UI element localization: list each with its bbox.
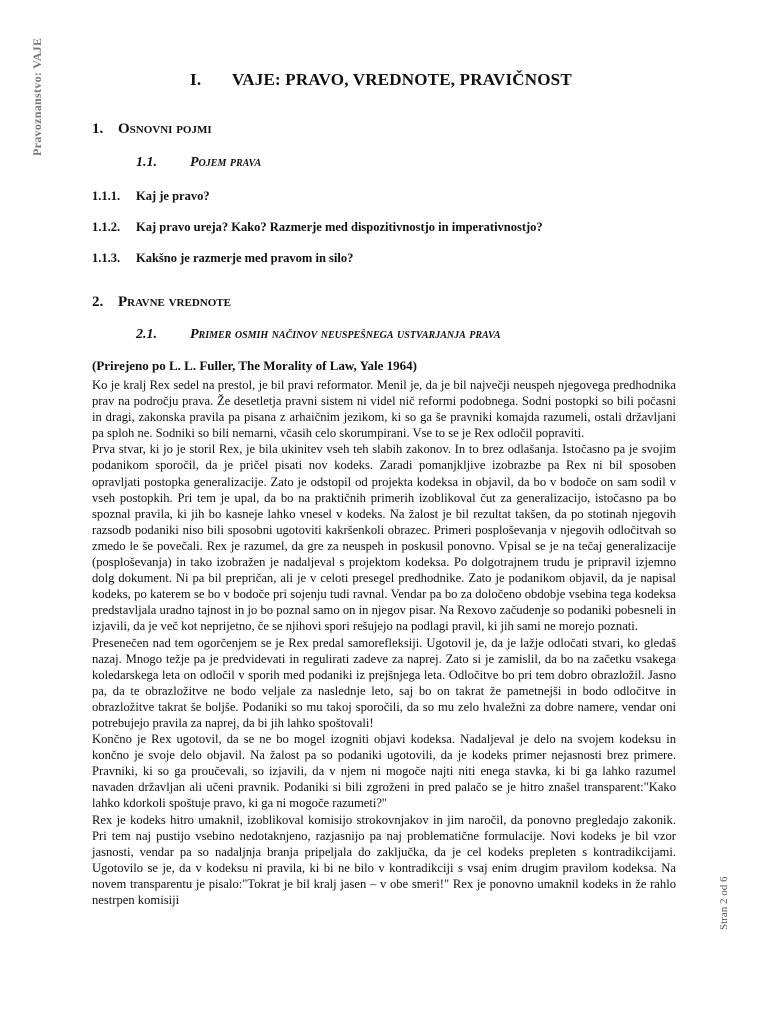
paragraph: Rex je kodeks hitro umaknil, izoblikoval komisijo strokovnjakov in jim naročil, da ponovno pregledajo zakonik. Pri tem naj pustijo vsebino nedotaknjeno, razjasnijo pa naj problematične formulacije. Novi kodeks je bil vzor jasnosti, vendar pa so nadaljnja branja pripeljala do zaključka, da je cel kodeks prepleten s kontradikcijami. Ugotovilo se je, da v kodeksu ni pravila, ki bi ne bilo v kontradikciji s vsaj enim drugim pravilom kodeksa. Na novem transparentu je pisalo:"Tokrat je bil kralj jasen – v obe smeri!" Rex je ponovno umaknil kodeks in že rahlo nestrpen komisiji [92, 812, 676, 907]
paragraph: Presenečen nad tem ogorčenjem se je Rex predal samorefleksiji. Ugotovil je, da je lažje odločati stvari, ko gledaš nazaj. Mnogo težje pa je predvidevati in regulirati zadeve za naprej. Zato si je zamislil, da bo na začetku vsakega koledarskega leta on odločil v sporih med podaniki iz prejšnjega leta. Odločitve bo pri tem dobro obrazložil. Jasno pa, da te obrazložitve ne bodo veljale za naslednje leto, saj bo on takrat že pametnejši in bodo odločitve in obrazložitve takrat še boljše. Podaniki so mu takoj sporočili, da so mu zelo hvaležni za dobre namere, vendar oni potrebujejo pravila za naprej, da bi jih lahko spoštovali! [92, 635, 676, 730]
question-number: 1.1.3. [92, 251, 121, 265]
section-title: Osnovni pojmi [118, 121, 212, 137]
subsection-title: Primer osmih načinov neuspešnega ustvarjanja prava [190, 327, 501, 342]
body-text [92, 377, 676, 908]
question-1-1-1 [92, 189, 210, 204]
question-text: Kaj pravo ureja? Kako? Razmerje med dispozitivnostjo in imperativnostjo? [136, 220, 543, 234]
chapter-number: I. [190, 70, 202, 89]
question-number: 1.1.1. [92, 189, 121, 203]
subsection-heading-2-1 [136, 327, 501, 343]
section-number: 1. [92, 121, 104, 137]
paragraph: Ko je kralj Rex sedel na prestol, je bil pravi reformator. Menil je, da je bil največji neuspeh njegovega predhodnika prav na področju prava. Že desetletja pravni sistem ni videl nič reformi podobnega. Sodni postopki so bili počasni in dragi, zakonska pravila pa pisana z arhaičnim jezikom, ki so ga še pravniki komajda razumeli, ostali državljani pa sploh ne. Sodniki so bili nemarni, včasih celo skorumpirani. Vse to se je Rex odločil popraviti. [92, 378, 676, 441]
question-1-1-2 [92, 220, 543, 235]
subsection-title: Pojem prava [190, 155, 262, 170]
section-number: 2. [92, 294, 104, 310]
section-title: Pravne vrednote [118, 294, 231, 310]
paragraph: Končno je Rex ugotovil, da se ne bo mogel izogniti objavi kodeksa. Nadaljeval je delo na svojem kodeksu in končno je svoje delo objavil. Na žalost pa so podaniki ugotovili, da je kodeks primer nejasnosti brez primere. Pravniki, ki so ga proučevali, so izjavili, da v njem ni mogoče najti niti enega stavka, ki bi ga lahko razumel navaden državljan ali učeni pravnik. Podaniki si bili zgroženi in pred palačo se je hitro znašel transparent:"Kako lahko kdorkoli spoštuje pravo, ki ga ni mogoče razumeti?" [92, 732, 676, 811]
subsection-number: 1.1. [136, 155, 157, 170]
subsection-number: 2.1. [136, 327, 157, 342]
chapter-title-text: VAJE: PRAVO, VREDNOTE, PRAVIČNOST [232, 70, 572, 89]
question-number: 1.1.2. [92, 220, 121, 234]
page-number-label: Stran 2 od 6 [718, 876, 730, 930]
subsection-heading-1-1 [136, 155, 261, 171]
question-text: Kaj je pravo? [136, 189, 210, 203]
page-number-sidebar [702, 860, 730, 930]
question-1-1-3 [92, 251, 353, 266]
section-heading-1 [92, 121, 212, 138]
question-text: Kakšno je razmerje med pravom in silo? [136, 251, 354, 265]
paragraph: Prva stvar, ki jo je storil Rex, je bila ukinitev vseh teh slabih zakonov. In to brez odlašanja. Istočasno pa je svojim podanikom sporočil, da je pričel pisati nov kodeks. Zaradi pomanjkljive izobrazbe pa Rex ni bil sposoben opravljati postopka generalizacije. Zato je odstopil od projekta kodeksa in objavil, da bo v bodoče on sam sodil v vseh postopkih. Pri tem je upal, da bo na praktičnih primerih izoblikoval čut za generalizacijo, istočasno pa bo spoznal pravila, ki jih bo kasneje lahko vnesel v kodeks. Na žalost je bil rezultat takšen, da po stotinah njegovih razsodb podaniki niso bili sposobni ugotoviti kakršenkoli obrazec. Primeri posploševanja v njegovih odločitvah so zmedo le še povečali. Rex je razumel, da gre za neuspeh in poskusil ponovno. Vpisal se je na tečaj generalizacije (posploševanja) in tako izobražen je nadaljeval s projektom kodeksa. Po dolgotrajnem trudu je pripravil izjemno dolg dokument. Ni pa bil prepričan, ali je v celoti presegel predhodnike. Zato je podanikom objavil, da je napisal kodeks, po katerem se bo v bodoče pri sojenju tudi ravnal. Vendar pa bo za določeno obdobje vsebina tega kodeksa predstavljala uradno tajnost in jo bo poznal samo on in njegov pisar. Na Rexovo začudenje so podaniki pobesneli in izjavili, da je več kot neprijetno, če se njihovi spori rešujejo na podlagi pravil, ki jih sami ne morejo poznati. [92, 442, 676, 634]
source-note: (Prirejeno po L. L. Fuller, The Morality of Law, Yale 1964) [92, 358, 417, 373]
running-header-left [30, 28, 62, 158]
section-heading-2 [92, 294, 231, 311]
running-header-label: Pravoznanstvo: VAJE [30, 37, 44, 156]
chapter-title [190, 70, 572, 90]
